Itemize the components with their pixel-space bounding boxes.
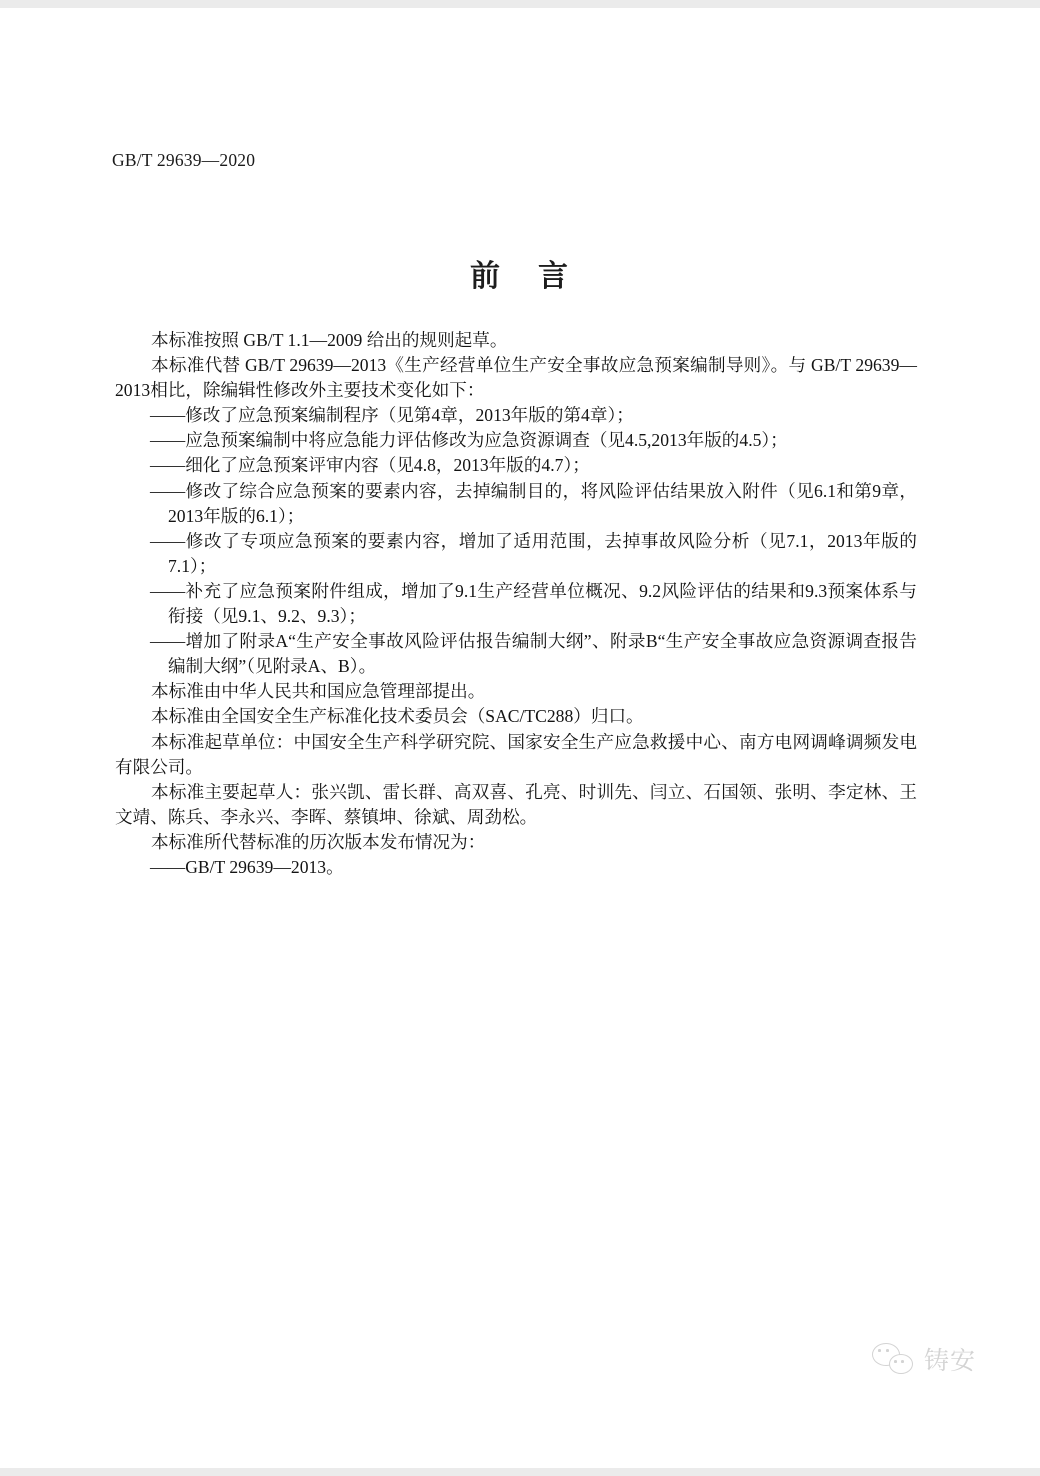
foreword-paragraph-drafting-units: 本标准起草单位：中国安全生产科学研究院、国家安全生产应急救援中心、南方电网调峰调频发电有限公司。 bbox=[115, 731, 917, 777]
document-page bbox=[0, 8, 1040, 1468]
watermark-label: 铸安 bbox=[924, 1345, 977, 1375]
change-item: ——应急预案编制中将应急能力评估修改为应急资源调查（见4.5,2013年版的4.5）； bbox=[150, 430, 788, 451]
running-header-standard-number: GB/T 29639—2020 bbox=[112, 150, 256, 170]
wechat-eye-dot bbox=[894, 1360, 897, 1363]
change-item: ——修改了综合应急预案的要素内容，去掉编制目的，将风险评估结果放入附件（见6.1和第9章，2013年版的6.1）； bbox=[150, 480, 917, 526]
wechat-icon bbox=[872, 1341, 918, 1379]
foreword-paragraph-drafting-rule: 本标准按照 GB/T 1.1—2009 给出的规则起草。 bbox=[151, 330, 508, 350]
foreword-paragraph-jurisdiction: 本标准由全国安全生产标准化技术委员会（SAC/TC288）归口。 bbox=[151, 706, 644, 727]
change-item: ——修改了应急预案编制程序（见第4章，2013年版的第4章）； bbox=[150, 405, 634, 426]
foreword-body bbox=[115, 328, 917, 880]
wechat-eye-dot bbox=[886, 1349, 889, 1352]
page-title bbox=[0, 251, 1040, 295]
change-item: ——修改了专项应急预案的要素内容，增加了适用范围，去掉事故风险分析（见7.1，2013年版的7.1）； bbox=[150, 530, 917, 576]
foreword-paragraph-drafters: 本标准主要起草人：张兴凯、雷长群、高双喜、孔亮、时训先、闫立、石国领、张明、李定林、王文靖、陈兵、李永兴、李晖、蔡镇坤、徐斌、周劲松。 bbox=[115, 781, 917, 827]
page-title-char-1: 前 bbox=[470, 259, 502, 294]
wechat-bubble-small bbox=[889, 1354, 913, 1374]
wechat-eye-dot bbox=[901, 1360, 904, 1363]
watermark bbox=[872, 1334, 992, 1386]
history-item: ——GB/T 29639—2013。 bbox=[150, 856, 344, 877]
foreword-paragraph-supersedes: 本标准代替 GB/T 29639—2013《生产经营单位生产安全事故应急预案编制导则》。与 GB/T 29639—2013相比，除编辑性修改外主要技术变化如下： bbox=[115, 355, 917, 401]
page-title-char-2: 言 bbox=[538, 259, 570, 294]
foreword-paragraph-history-intro: 本标准所代替标准的历次版本发布情况为： bbox=[151, 831, 486, 852]
change-item: ——补充了应急预案附件组成，增加了9.1生产经营单位概况、9.2风险评估的结果和9.3预案体系与衔接（见9.1、9.2、9.3）； bbox=[150, 580, 917, 627]
wechat-eye-dot bbox=[878, 1349, 881, 1352]
foreword-paragraph-proposer: 本标准由中华人民共和国应急管理部提出。 bbox=[151, 681, 486, 702]
change-item: ——增加了附录A“生产安全事故风险评估报告编制大纲”、附录B“生产安全事故应急资源调查报告编制大纲”（见附录A、B）。 bbox=[150, 631, 917, 677]
change-item: ——细化了应急预案评审内容（见4.8，2013年版的4.7）； bbox=[150, 455, 590, 476]
